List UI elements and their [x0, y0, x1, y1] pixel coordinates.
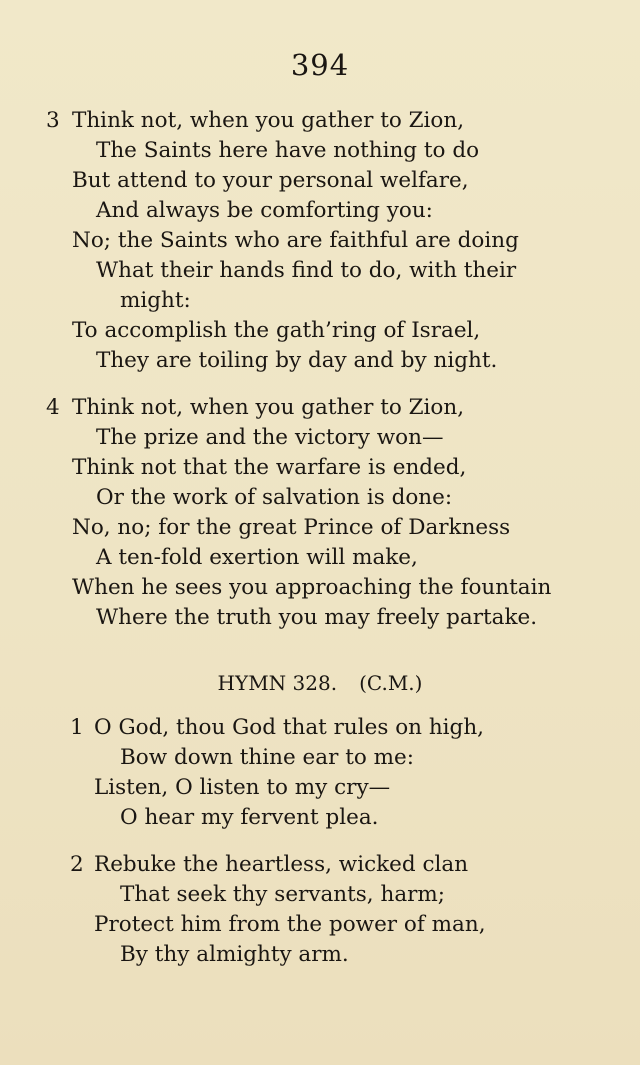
- verse-line: Rebuke the heartless, wicked clan: [94, 852, 469, 877]
- verse-line: No; the Saints who are faithful are doing: [72, 228, 519, 253]
- verse-line: The Saints here have nothing to do: [96, 138, 480, 163]
- hymn-heading: [0, 670, 640, 696]
- verse-line: Bow down thine ear to me:: [120, 745, 414, 770]
- verse-line: might:: [120, 288, 191, 313]
- verse-line: But attend to your personal welfare,: [72, 168, 469, 193]
- verse-number: 4: [46, 395, 60, 420]
- verse-line: Think not that the warfare is ended,: [72, 455, 467, 480]
- hymn-title: HYMN 328.: [217, 671, 338, 695]
- verse-line: What their hands find to do, with their: [96, 258, 517, 283]
- hymn-meter: (C.M.): [359, 671, 423, 695]
- verse-line: Listen, O listen to my cry—: [94, 775, 391, 800]
- verse-line: Where the truth you may freely partake.: [96, 605, 538, 630]
- verse-line: No, no; for the great Prince of Darkness: [72, 515, 511, 540]
- verse-line: They are toiling by day and by night.: [96, 348, 498, 373]
- verse-line: O hear my fervent plea.: [120, 805, 379, 830]
- verse-line: That seek thy servants, harm;: [120, 882, 446, 907]
- verse-line: Think not, when you gather to Zion,: [72, 108, 465, 133]
- verse-number: 1: [70, 715, 84, 740]
- verse-line: Or the work of salvation is done:: [96, 485, 453, 510]
- verse-number: 2: [70, 852, 84, 877]
- verse-line: O God, thou God that rules on high,: [94, 715, 485, 740]
- page-number: 394: [290, 48, 350, 82]
- verse-line: A ten-fold exertion will make,: [96, 545, 418, 570]
- verse-line: The prize and the victory won—: [96, 425, 444, 450]
- verse-line: To accomplish the gath’ring of Israel,: [72, 318, 481, 343]
- verse-line: By thy almighty arm.: [120, 942, 349, 967]
- verse-line: When he sees you approaching the fountain: [72, 575, 552, 600]
- verse-line: Protect him from the power of man,: [94, 912, 486, 937]
- verse-line: Think not, when you gather to Zion,: [72, 395, 465, 420]
- verse-number: 3: [46, 108, 60, 133]
- verse-line: And always be comforting you:: [96, 198, 433, 223]
